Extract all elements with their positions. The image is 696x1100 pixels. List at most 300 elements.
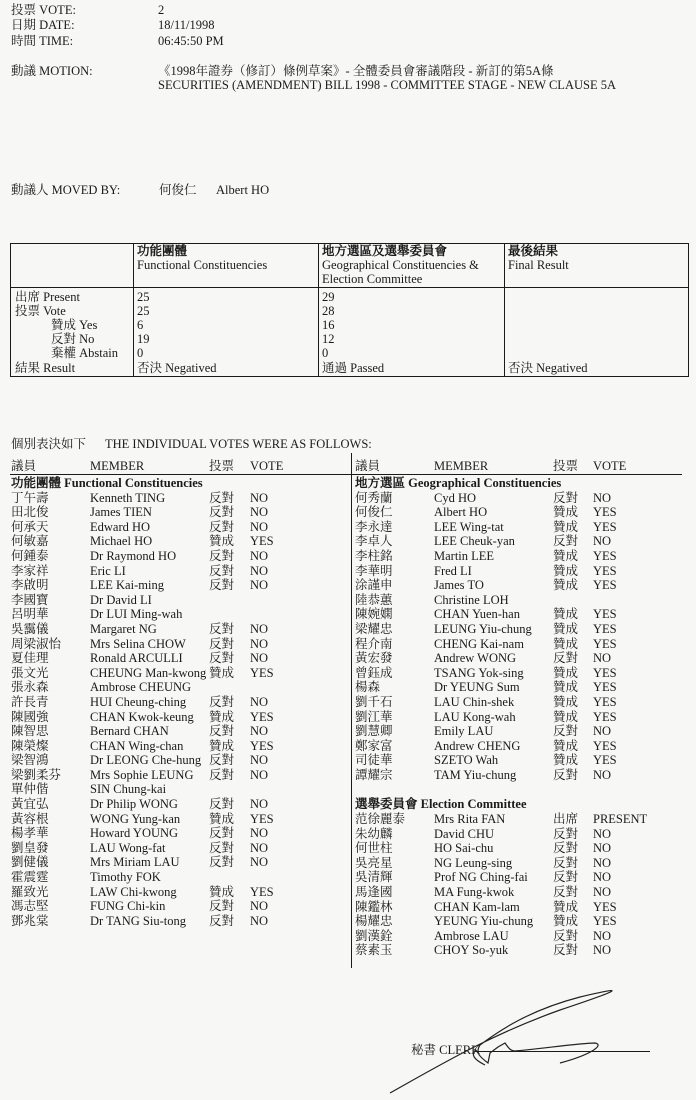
- member-chinese-name: 楊孝華: [11, 826, 49, 841]
- member-chinese-name: 丁午壽: [11, 490, 49, 505]
- member-english-name: Dr LEONG Che-hung: [90, 753, 202, 768]
- member-english-name: Dr David LI: [90, 592, 152, 607]
- col-header-vote-cn: 投票: [209, 459, 235, 473]
- member-vote-row: [355, 724, 612, 739]
- member-vote-row: [355, 607, 617, 622]
- vote-chinese: 反對: [209, 840, 235, 855]
- member-english-name: Dr Raymond HO: [90, 548, 177, 563]
- vote-english: YES: [593, 665, 617, 680]
- member-vote-row: [355, 841, 612, 856]
- vote-chinese: 贊成: [209, 884, 235, 899]
- vote-english: NO: [250, 913, 269, 928]
- vote-chinese: 反對: [209, 651, 235, 666]
- member-vote-row: [355, 812, 648, 827]
- vote-chinese: 反對: [209, 826, 235, 841]
- member-english-name: CHEUNG Man-kwong: [90, 665, 207, 680]
- member-chinese-name: 許長青: [11, 694, 49, 709]
- member-english-name: TAM Yiu-chung: [434, 767, 517, 782]
- row-label-no: 反對 No: [51, 332, 95, 346]
- vote-english: YES: [593, 621, 617, 636]
- moved-by-chinese-name: 何俊仁: [159, 183, 197, 197]
- member-chinese-name: 何世柱: [355, 841, 393, 856]
- member-english-name: Margaret NG: [90, 621, 157, 636]
- vote-english: NO: [593, 855, 612, 870]
- vote-english: YES: [250, 884, 274, 899]
- member-chinese-name: 夏佳理: [11, 651, 49, 666]
- col-header-member-cn: 議員: [11, 459, 37, 473]
- moved-by-label: 動議人 MOVED BY:: [11, 183, 121, 197]
- vote-chinese: 反對: [209, 694, 235, 709]
- member-english-name: LAU Kong-wah: [434, 709, 516, 724]
- member-vote-row: [355, 621, 617, 637]
- time-label: 時間 TIME:: [11, 34, 74, 48]
- geographical-and-election-list: [355, 476, 648, 958]
- member-chinese-name: 陳榮燦: [11, 738, 49, 753]
- functional-header-en: Functional Constituencies: [137, 258, 268, 272]
- vote-english: PRESENT: [593, 812, 648, 827]
- member-vote-row: [11, 621, 269, 637]
- vote-english: NO: [593, 841, 612, 856]
- vote-english: NO: [250, 548, 269, 563]
- member-vote-row: [11, 593, 203, 608]
- vote-english: NO: [250, 826, 269, 841]
- col-header-vote-en: VOTE: [593, 459, 627, 473]
- member-chinese-name: 黃容根: [11, 811, 49, 826]
- member-vote-row: [355, 826, 612, 842]
- vote-chinese: 反對: [553, 855, 579, 870]
- vote-english: YES: [593, 563, 617, 578]
- member-vote-row: [11, 709, 274, 725]
- member-chinese-name: 劉漢銓: [355, 928, 393, 943]
- vote-chinese: 贊成: [553, 636, 579, 651]
- row-label-result: 結果 Result: [15, 361, 76, 375]
- member-english-name: TSANG Yok-sing: [434, 665, 524, 680]
- member-vote-row: [11, 884, 274, 900]
- member-chinese-name: 范徐麗泰: [355, 812, 406, 827]
- column-divider: [351, 453, 352, 968]
- functional-abstain: 0: [137, 346, 144, 360]
- member-vote-row: [355, 563, 617, 579]
- member-english-name: Dr Philip WONG: [90, 797, 178, 812]
- table-divider: [11, 287, 688, 288]
- geographical-header-en: Geographical Constituencies &: [322, 258, 479, 272]
- geographical-abstain: 0: [322, 346, 329, 360]
- member-chinese-name: 陳國強: [11, 709, 49, 724]
- vote-english: YES: [593, 709, 617, 724]
- vote-english: NO: [250, 563, 269, 578]
- member-chinese-name: 李家祥: [11, 563, 49, 578]
- vote-chinese: 贊成: [553, 519, 579, 534]
- vote-english: NO: [250, 724, 269, 739]
- member-chinese-name: 吳亮星: [355, 855, 393, 870]
- vote-chinese: 反對: [553, 826, 579, 841]
- vote-english: YES: [593, 694, 617, 709]
- vote-english: YES: [593, 607, 617, 622]
- moved-by-english-name: Albert HO: [216, 183, 270, 197]
- member-english-name: Ambrose LAU: [434, 928, 509, 943]
- member-english-name: Mrs Miriam LAU: [90, 855, 180, 870]
- member-vote-row: [11, 840, 269, 856]
- vote-english: NO: [250, 578, 269, 593]
- member-vote-row: [11, 753, 269, 768]
- clerk-signature-icon: [380, 985, 696, 1100]
- vote-chinese: 反對: [553, 841, 579, 856]
- functional-vote: 25: [137, 304, 150, 318]
- functional-constituencies-list: [11, 476, 274, 928]
- member-chinese-name: 何秀蘭: [355, 490, 393, 505]
- vote-english: YES: [593, 578, 617, 593]
- vote-chinese: 贊成: [553, 665, 579, 680]
- member-english-name: Albert HO: [434, 505, 488, 520]
- vote-chinese: 反對: [209, 913, 235, 928]
- member-english-name: Dr LUI Ming-wah: [90, 607, 183, 622]
- vote-english: NO: [593, 943, 612, 958]
- member-english-name: Eric LI: [90, 563, 126, 578]
- vote-chinese: 反對: [553, 870, 579, 885]
- vote-chinese: 贊成: [209, 811, 235, 826]
- geographical-vote: 28: [322, 304, 335, 318]
- member-chinese-name: 朱幼麟: [355, 826, 393, 841]
- member-vote-row: [355, 519, 617, 535]
- geographical-header-en-2: Election Committee: [322, 272, 423, 286]
- member-chinese-name: 霍震霆: [11, 870, 49, 885]
- member-english-name: YEUNG Yiu-chung: [434, 914, 534, 929]
- member-vote-row: [355, 855, 612, 871]
- member-chinese-name: 張文光: [11, 665, 49, 680]
- member-english-name: SIN Chung-kai: [90, 782, 167, 797]
- member-vote-row: [355, 665, 617, 681]
- member-english-name: Mrs Selina CHOW: [90, 636, 186, 651]
- row-label-yes: 贊成 Yes: [51, 318, 98, 332]
- clerk-label: 秘書 CLERK: [411, 1043, 481, 1057]
- member-chinese-name: 李華明: [355, 563, 393, 578]
- row-label-abstain: 棄權 Abstain: [51, 346, 119, 360]
- member-english-name: LAU Chin-shek: [434, 694, 515, 709]
- member-vote-row: [11, 607, 203, 622]
- member-english-name: Kenneth TING: [90, 490, 166, 505]
- table-divider: [133, 244, 134, 376]
- vote-chinese: 反對: [209, 753, 235, 768]
- motion-title-chinese: 《1998年證券（修訂）條例草案》- 全體委員會審議階段 - 新訂的第5A條: [158, 64, 554, 78]
- member-vote-row: [355, 651, 612, 666]
- vote-chinese: 反對: [209, 563, 235, 578]
- vote-chinese: 贊成: [553, 709, 579, 724]
- member-english-name: WONG Yung-kan: [90, 811, 181, 826]
- col-header-vote-cn: 投票: [553, 459, 579, 473]
- individual-votes-intro-en: THE INDIVIDUAL VOTES WERE AS FOLLOWS:: [105, 437, 372, 451]
- vote-english: YES: [250, 665, 274, 680]
- functional-yes: 6: [137, 318, 144, 332]
- member-vote-row: [355, 505, 617, 520]
- member-vote-row: [11, 724, 269, 739]
- member-chinese-name: 陳鑑林: [355, 899, 393, 914]
- vote-chinese: 贊成: [553, 753, 579, 768]
- member-chinese-name: 呂明華: [11, 607, 49, 622]
- member-english-name: HUI Cheung-ching: [90, 694, 187, 709]
- member-chinese-name: 陳智思: [11, 724, 49, 739]
- member-vote-row: [355, 885, 612, 900]
- geographical-yes: 16: [322, 318, 335, 332]
- vote-english: NO: [250, 519, 269, 534]
- member-english-name: MA Fung-kwok: [434, 885, 515, 900]
- member-vote-row: [11, 548, 269, 564]
- member-vote-row: [355, 636, 617, 652]
- member-vote-row: [355, 548, 617, 564]
- vote-english: NO: [250, 899, 269, 914]
- member-english-name: Mrs Rita FAN: [434, 812, 506, 827]
- vote-english: YES: [593, 636, 617, 651]
- vote-english: NO: [250, 753, 269, 768]
- functional-present: 25: [137, 290, 150, 304]
- vote-chinese: 出席: [553, 812, 579, 827]
- vote-english: NO: [593, 885, 612, 900]
- vote-chinese: 反對: [209, 548, 235, 563]
- member-chinese-name: 梁耀忠: [355, 621, 393, 636]
- member-chinese-name: 曾鈺成: [355, 665, 393, 680]
- functional-result: 否決 Negatived: [137, 361, 217, 375]
- vote-english: YES: [250, 811, 274, 826]
- vote-chinese: 贊成: [209, 534, 235, 549]
- col-header-member-en: MEMBER: [434, 459, 489, 473]
- section-title-election: 選舉委員會 Election Committee: [355, 797, 527, 812]
- final-header-cn: 最後結果: [508, 244, 559, 258]
- member-vote-row: [11, 899, 269, 914]
- member-vote-row: [355, 914, 617, 929]
- vote-english: YES: [593, 505, 617, 520]
- geographical-result: 通過 Passed: [322, 361, 385, 375]
- member-english-name: Mrs Sophie LEUNG: [90, 767, 194, 782]
- member-vote-row: [11, 534, 274, 549]
- member-vote-row: [11, 651, 269, 666]
- vote-english: YES: [593, 519, 617, 534]
- functional-no: 19: [137, 332, 150, 346]
- vote-chinese: 反對: [209, 724, 235, 739]
- vote-english: YES: [250, 709, 274, 724]
- vote-chinese: 反對: [209, 519, 235, 534]
- time-value: 06:45:50 PM: [158, 34, 224, 48]
- member-english-name: Dr TANG Siu-tong: [90, 913, 186, 928]
- geographical-present: 29: [322, 290, 335, 304]
- col-header-member-en: MEMBER: [90, 459, 145, 473]
- vote-chinese: 贊成: [209, 709, 235, 724]
- vote-number-label: 投票 VOTE:: [11, 3, 76, 17]
- member-chinese-name: 陳婉嫻: [355, 607, 393, 622]
- vote-english: NO: [593, 534, 612, 549]
- vote-chinese: 反對: [209, 797, 235, 812]
- vote-chinese: 贊成: [553, 738, 579, 753]
- geographical-header-cn: 地方選區及選舉委員會: [322, 244, 448, 258]
- member-english-name: CHAN Kwok-keung: [90, 709, 194, 724]
- vote-chinese: 贊成: [553, 505, 579, 520]
- member-vote-row: [11, 826, 269, 841]
- member-vote-row: [355, 534, 612, 549]
- member-chinese-name: 黃宏發: [355, 651, 393, 666]
- member-english-name: CHENG Kai-nam: [434, 636, 524, 651]
- member-chinese-name: 鄭家富: [355, 738, 393, 753]
- member-chinese-name: 何承天: [11, 519, 49, 534]
- member-chinese-name: 何鍾泰: [11, 548, 49, 563]
- vote-chinese: 贊成: [553, 563, 579, 578]
- vote-chinese: 贊成: [553, 899, 579, 914]
- member-chinese-name: 劉皇發: [11, 840, 49, 855]
- member-vote-row: [355, 593, 561, 608]
- member-english-name: Howard YOUNG: [90, 826, 179, 841]
- member-english-name: Andrew WONG: [434, 651, 517, 666]
- member-english-name: FUNG Chi-kin: [90, 899, 166, 914]
- member-english-name: David CHU: [434, 826, 495, 841]
- vote-english: YES: [250, 738, 274, 753]
- vote-chinese: 贊成: [553, 607, 579, 622]
- vote-chinese: 反對: [553, 651, 579, 666]
- member-english-name: NG Leung-sing: [434, 855, 513, 870]
- member-chinese-name: 李柱銘: [355, 548, 393, 563]
- member-vote-row: [355, 767, 612, 783]
- member-english-name: Andrew CHENG: [434, 738, 521, 753]
- member-chinese-name: 田北俊: [11, 505, 49, 520]
- vote-chinese: 反對: [209, 636, 235, 651]
- row-label-present: 出席 Present: [15, 290, 80, 304]
- member-english-name: Ronald ARCULLI: [90, 651, 183, 666]
- vote-chinese: 反對: [553, 490, 579, 505]
- member-chinese-name: 馬逢國: [355, 885, 393, 900]
- member-vote-row: [11, 782, 203, 797]
- member-vote-row: [355, 709, 617, 725]
- vote-chinese: 贊成: [553, 548, 579, 563]
- member-chinese-name: 蔡素玉: [355, 943, 393, 958]
- vote-english: NO: [250, 651, 269, 666]
- member-vote-row: [11, 767, 269, 783]
- vote-chinese: 贊成: [209, 738, 235, 753]
- vote-english: NO: [250, 767, 269, 782]
- geographical-no: 12: [322, 332, 335, 346]
- member-english-name: LEE Cheuk-yan: [434, 534, 515, 549]
- member-vote-row: [11, 855, 269, 870]
- member-vote-row: [355, 870, 612, 885]
- member-english-name: Ambrose CHEUNG: [90, 680, 192, 695]
- member-chinese-name: 楊森: [355, 680, 381, 695]
- functional-header-cn: 功能團體: [137, 244, 188, 258]
- vote-english: NO: [593, 870, 612, 885]
- member-english-name: Prof NG Ching-fai: [434, 870, 528, 885]
- vote-english: NO: [250, 694, 269, 709]
- vote-english: NO: [593, 651, 612, 666]
- member-vote-row: [355, 738, 617, 754]
- member-english-name: Timothy FOK: [90, 870, 161, 885]
- header-rule: [10, 474, 682, 475]
- member-vote-row: [11, 519, 269, 535]
- member-vote-row: [355, 753, 617, 768]
- motion-title-english: SECURITIES (AMENDMENT) BILL 1998 - COMMITTEE STAGE - NEW CLAUSE 5A: [158, 78, 616, 92]
- member-vote-row: [11, 870, 203, 885]
- member-chinese-name: 楊耀忠: [355, 914, 393, 929]
- vote-chinese: 反對: [209, 899, 235, 914]
- member-chinese-name: 陸恭蕙: [355, 592, 393, 607]
- member-english-name: CHAN Yuen-han: [434, 607, 520, 622]
- vote-english: NO: [593, 490, 612, 505]
- vote-chinese: 贊成: [553, 680, 579, 695]
- vote-english: NO: [250, 840, 269, 855]
- member-english-name: Dr YEUNG Sum: [434, 680, 520, 695]
- member-vote-row: [355, 680, 617, 695]
- member-english-name: LEE Kai-ming: [90, 578, 164, 593]
- member-vote-row: [355, 578, 617, 593]
- member-chinese-name: 黃宜弘: [11, 797, 49, 812]
- vote-english: YES: [593, 899, 617, 914]
- member-vote-row: [11, 636, 269, 652]
- vote-chinese: 贊成: [553, 621, 579, 636]
- vote-summary-table: [10, 243, 689, 377]
- member-vote-row: [11, 490, 269, 506]
- vote-chinese: 反對: [553, 928, 579, 943]
- member-chinese-name: 梁智鴻: [11, 753, 49, 768]
- vote-english: NO: [593, 826, 612, 841]
- vote-chinese: 反對: [553, 534, 579, 549]
- member-english-name: Martin LEE: [434, 548, 495, 563]
- member-chinese-name: 劉健儀: [11, 855, 49, 870]
- vote-english: YES: [593, 753, 617, 768]
- member-english-name: Emily LAU: [434, 724, 494, 739]
- member-vote-row: [355, 899, 617, 915]
- vote-chinese: 反對: [209, 855, 235, 870]
- col-header-member-cn: 議員: [355, 459, 381, 473]
- vote-english: NO: [250, 505, 269, 520]
- table-divider: [504, 244, 505, 376]
- member-chinese-name: 何俊仁: [355, 505, 393, 520]
- member-english-name: CHAN Wing-chan: [90, 738, 184, 753]
- member-english-name: James TIEN: [90, 505, 152, 520]
- motion-label: 動議 MOTION:: [11, 64, 93, 78]
- vote-chinese: 贊成: [553, 694, 579, 709]
- member-vote-row: [11, 665, 274, 681]
- member-vote-row: [355, 694, 617, 710]
- vote-chinese: 反對: [209, 505, 235, 520]
- vote-chinese: 反對: [553, 724, 579, 739]
- member-chinese-name: 鄧兆棠: [11, 913, 49, 928]
- vote-number-value: 2: [158, 3, 165, 17]
- member-chinese-name: 李永達: [355, 519, 393, 534]
- member-english-name: Cyd HO: [434, 490, 477, 505]
- vote-chinese: 贊成: [209, 665, 235, 680]
- vote-chinese: 反對: [209, 621, 235, 636]
- member-english-name: LAU Wong-fat: [90, 840, 166, 855]
- table-divider: [318, 244, 319, 376]
- col-header-vote-en: VOTE: [250, 459, 284, 473]
- member-vote-row: [11, 811, 274, 827]
- member-vote-row: [11, 913, 269, 929]
- vote-english: NO: [593, 928, 612, 943]
- member-vote-row: [355, 928, 612, 944]
- member-english-name: HO Sai-chu: [434, 841, 494, 856]
- member-chinese-name: 涂謹申: [355, 578, 393, 593]
- member-english-name: James TO: [434, 578, 484, 593]
- member-english-name: SZETO Wah: [434, 753, 499, 768]
- member-chinese-name: 譚耀宗: [355, 767, 393, 782]
- member-chinese-name: 張永森: [11, 680, 49, 695]
- member-english-name: Bernard CHAN: [90, 724, 169, 739]
- member-vote-row: [11, 505, 269, 520]
- member-english-name: LAW Chi-kwong: [90, 884, 177, 899]
- member-vote-row: [11, 563, 269, 579]
- member-chinese-name: 羅致光: [11, 884, 49, 899]
- vote-chinese: 贊成: [553, 914, 579, 929]
- member-vote-row: [355, 943, 612, 958]
- member-vote-row: [11, 738, 274, 754]
- vote-english: YES: [250, 534, 274, 549]
- member-chinese-name: 劉慧卿: [355, 724, 393, 739]
- vote-english: YES: [593, 914, 617, 929]
- member-vote-row: [11, 680, 203, 695]
- member-english-name: Edward HO: [90, 519, 151, 534]
